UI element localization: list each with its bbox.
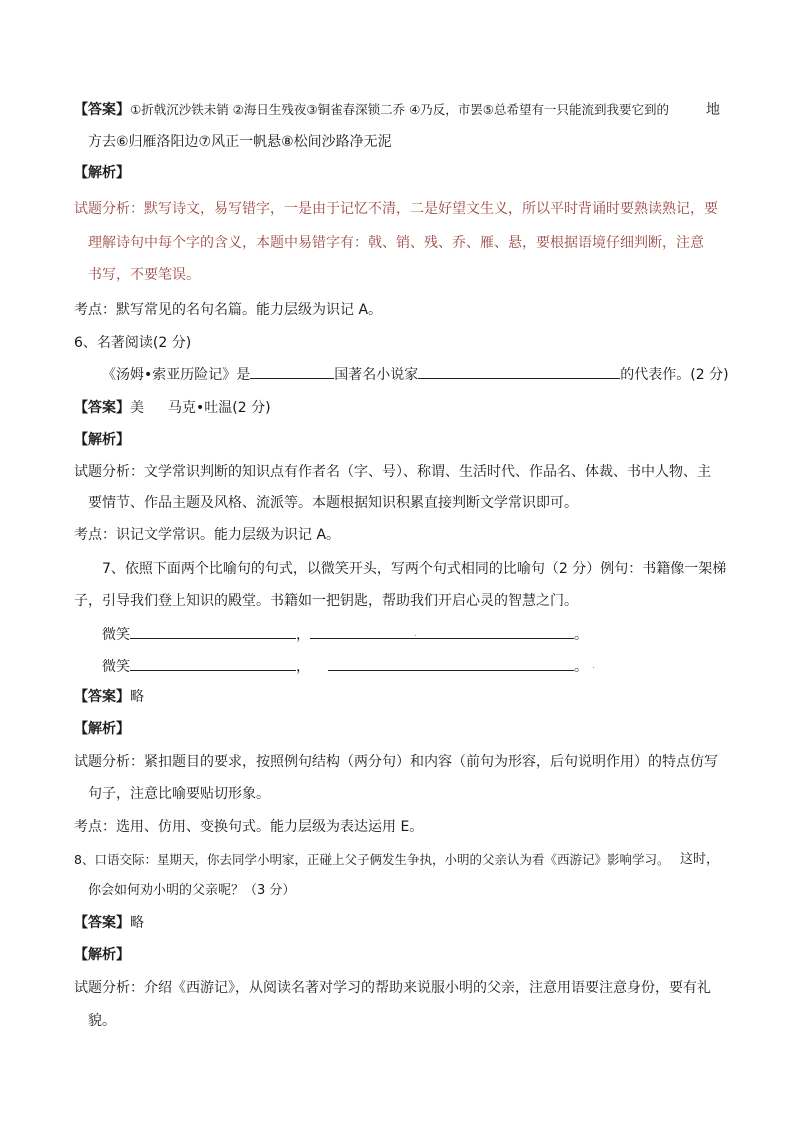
q7-kaodian: 考点：选用、仿用、变换句式。能力层级为表达运用 E。 xyxy=(74,819,424,835)
q6-stem xyxy=(102,364,729,385)
q8-stem-line-1: 8、口语交际：星期天，你去同学小明家，正碰上父子俩发生争执，小明的父亲认为看《西游记》影响学习。 xyxy=(74,852,670,867)
q6-answer-b: 马克•吐温(2 分) xyxy=(168,400,271,416)
q6-answer xyxy=(74,398,271,418)
q6-analysis-line-1: 试题分析：文学常识判断的知识点有作者名（字、号）、称谓、生活时代、作品名、体裁、书中人物、主 xyxy=(74,464,711,480)
q5-analysis-line-1: 试题分析：默写诗文，易写错字，一是由于记忆不清，二是好望文生义，所以平时背诵时要熟读熟记，要 xyxy=(74,201,718,217)
q8-stem-line-1-end: 这时， xyxy=(680,852,720,867)
q7-blank-1a[interactable] xyxy=(130,624,296,639)
q5-kaodian: 考点：默写常见的名句名篇。能力层级为识记 A。 xyxy=(74,302,383,318)
q7-blank-prefix: 微笑 xyxy=(102,627,130,643)
q7-analysis-line-1: 试题分析：紧扣题目的要求，按照例句结构（两分句）和内容（前句为形容，后句说明作用）的特点仿写 xyxy=(74,754,718,770)
q6-blank-country[interactable] xyxy=(250,364,334,379)
q8-analysis-line-1: 试题分析：介绍《西游记》，从阅读名著对学习的帮助来说服小明的父亲，注意用语要注意身份，要有礼 xyxy=(74,980,711,996)
speck-mark: . xyxy=(592,660,596,671)
period: 。 xyxy=(574,627,588,643)
q7-blank-1b[interactable] xyxy=(310,624,574,639)
q5-analysis-line-3: 书写，不要笔误。 xyxy=(88,267,200,283)
q8-stem-line-2: 你会如何劝小明的父亲呢？（3 分） xyxy=(88,883,296,898)
q6-analysis-line-2: 要情节、作品主题及风格、流派等。本题根据知识积累直接判断文学常识即可。 xyxy=(88,495,578,511)
q5-answer-line-1 xyxy=(74,100,669,120)
answer-label: 【答案】 xyxy=(74,915,130,931)
q6-answer-a: 美 xyxy=(130,400,144,416)
q7-answer xyxy=(74,687,144,707)
q6-title: 6、名著阅读(2 分) xyxy=(74,335,192,351)
answer-label: 【答案】 xyxy=(74,102,130,118)
q7-stem-line-1: 7、依照下面两个比喻句的句式，以微笑开头，写两个句式相同的比喻句（2 分）例句：书籍像一架梯 xyxy=(102,561,727,577)
q7-blank-prefix: 微笑 xyxy=(102,659,130,675)
q7-blank-2b[interactable] xyxy=(328,656,574,671)
answer-label: 【答案】 xyxy=(74,400,130,416)
comma: ， xyxy=(296,659,310,675)
analysis-label: 【解析】 xyxy=(74,432,130,448)
q7-blank-row-1 xyxy=(102,624,588,645)
q5-analysis-line-2: 理解诗句中每个字的含义，本题中易错字有：戟、销、残、乔、雁、悬，要根据语境仔细判断，注意 xyxy=(88,235,704,251)
analysis-label: 【解析】 xyxy=(74,947,130,963)
q6-stem-part-c: 的代表作。(2 分) xyxy=(620,367,729,383)
analysis-label: 【解析】 xyxy=(74,165,130,181)
q7-answer-text: 略 xyxy=(130,689,144,705)
q5-answer-line-1-end: 地 xyxy=(706,102,720,118)
q8-answer-text: 略 xyxy=(130,915,144,931)
period: 。 xyxy=(574,659,588,675)
q8-analysis-line-2: 貌。 xyxy=(88,1013,116,1029)
comma: ， xyxy=(296,627,310,643)
q6-stem-part-a: 《汤姆•索亚历险记》是 xyxy=(102,367,251,383)
answer-text: ①折戟沉沙铁未销 ②海日生残夜③铜雀春深锁二乔 ④乃反，市罢⑤总希望有一只能流到我要它到的 xyxy=(130,102,669,117)
q7-blank-row-2 xyxy=(102,656,588,677)
q5-answer-line-2: 方去⑥归雁洛阳边⑦风正一帆悬⑧松间沙路净无泥 xyxy=(88,134,392,150)
speck-mark: . xyxy=(414,628,418,639)
analysis-label: 【解析】 xyxy=(74,721,130,737)
answer-label: 【答案】 xyxy=(74,689,130,705)
q6-stem-part-b: 国著名小说家 xyxy=(334,367,419,383)
q6-kaodian: 考点：识记文学常识。能力层级为识记 A。 xyxy=(74,527,341,543)
q7-analysis-line-2: 句子，注意比喻要贴切形象。 xyxy=(88,786,270,802)
q7-stem-line-2: 子，引导我们登上知识的殿堂。书籍如一把钥匙，帮助我们开启心灵的智慧之门。 xyxy=(74,593,578,609)
q6-blank-author[interactable] xyxy=(418,364,620,379)
q7-blank-2a[interactable] xyxy=(130,656,296,671)
q8-answer xyxy=(74,913,144,933)
